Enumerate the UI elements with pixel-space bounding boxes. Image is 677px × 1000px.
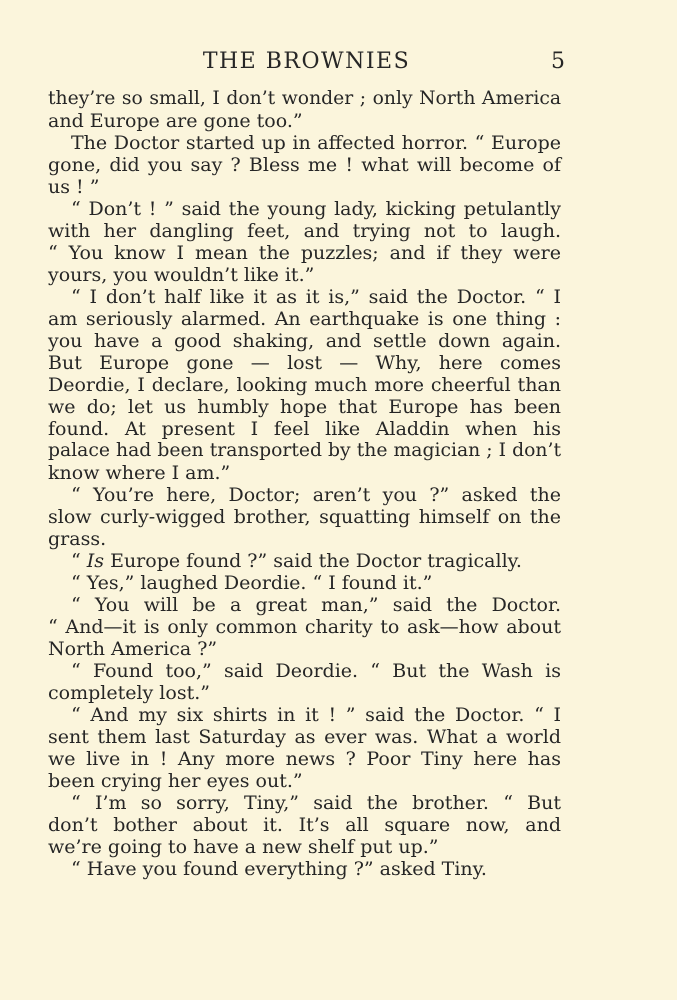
text-line: been crying her eyes out.” [48, 770, 303, 792]
text-line: completely lost.” [48, 682, 210, 704]
body-text [48, 88, 561, 880]
text-line: “ You’re here, Doctor; aren’t you ?” asked the [71, 484, 561, 506]
text-line: us ! ” [48, 176, 100, 198]
text-line: grass. [48, 528, 107, 550]
text-line: know where I am.” [48, 462, 231, 484]
text-line: we do; let us humbly hope that Europe has been [48, 396, 561, 418]
text-line: we’re going to have a new shelf put up.” [48, 836, 439, 858]
text-line: “ Found too,” said Deordie. “ But the Wash is [71, 660, 561, 682]
text-line: found. At present I feel like Aladdin when his [48, 418, 561, 440]
text-line: palace had been transported by the magician ; I don’t [48, 440, 561, 461]
text-line: “ I’m so sorry, Tiny,” said the brother. “ But [71, 792, 561, 814]
text-line: The Doctor started up in affected horror. “ Europe [71, 132, 561, 154]
text-line: “ Is Europe found ?” said the Doctor tragically. [71, 550, 522, 572]
text-line: you have a good shaking, and settle down again. [48, 330, 561, 352]
text-line: yours, you wouldn’t like it.” [48, 264, 315, 286]
text-line: with her dangling feet, and trying not to laugh. [48, 220, 561, 242]
running-head-title: THE BROWNIES [202, 49, 411, 74]
text-line: North America ?” [48, 638, 218, 660]
text-line: But Europe gone — lost — Why, here comes [48, 352, 561, 374]
text-line: they’re so small, I don’t wonder ; only North America [48, 88, 561, 109]
text-line: “ I don’t half like it as it is,” said the Doctor. “ I [71, 286, 561, 308]
page-number: 5 [551, 49, 565, 74]
text-line: am seriously alarmed. An earthquake is one thing : [48, 308, 561, 330]
text-line: don’t bother about it. It’s all square now, and [48, 814, 561, 836]
text-line: “ Yes,” laughed Deordie. “ I found it.” [71, 572, 433, 594]
text-line: sent them last Saturday as ever was. What a world [48, 726, 561, 748]
text-line: Deordie, I declare, looking much more cheerful than [48, 374, 561, 396]
text-line: and Europe are gone too.” [48, 110, 303, 132]
text-line: we live in ! Any more news ? Poor Tiny here has [48, 748, 561, 770]
text-line: slow curly-wigged brother, squatting himself on the [48, 506, 561, 528]
text-line: “ You will be a great man,” said the Doctor. [71, 594, 561, 616]
text-line: “ Don’t ! ” said the young lady, kicking petulantly [71, 198, 561, 220]
text-line: “ And—it is only common charity to ask—how about [48, 616, 561, 638]
text-line: “ You know I mean the puzzles; and if they were [48, 242, 561, 264]
text-line: “ And my six shirts in it ! ” said the Doctor. “ I [71, 704, 561, 726]
text-line: gone, did you say ? Bless me ! what will become of [48, 154, 561, 176]
running-head [0, 47, 677, 77]
text-line: “ Have you found everything ?” asked Tiny. [71, 858, 487, 880]
